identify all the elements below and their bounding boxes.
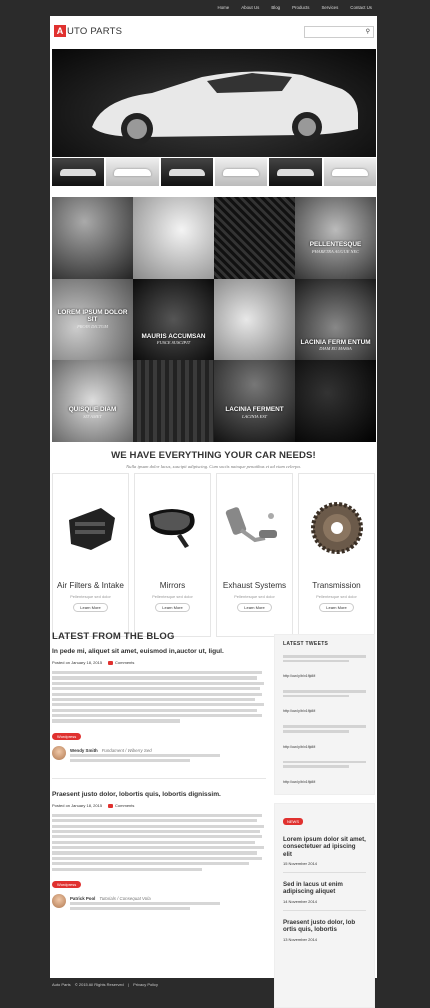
hero-thumbnails <box>52 158 376 186</box>
post-author <box>52 894 266 918</box>
tile-title: PELLENTESQUE <box>309 241 362 249</box>
post-tag[interactable]: Wordpress <box>52 881 81 888</box>
avatar <box>52 894 66 908</box>
comments-link[interactable]: Comments <box>115 660 135 665</box>
news-date: 13 November 2014 <box>283 936 318 942</box>
category-card <box>216 473 293 637</box>
search-icon[interactable]: ⚲ <box>365 29 370 35</box>
news-title[interactable]: Praesent justo dolor, lob ortis quis, lobortis <box>283 918 356 934</box>
mosaic-tile[interactable] <box>52 197 133 279</box>
comment-icon <box>108 661 113 665</box>
post-date: Posted on January 18, 2015 <box>52 802 103 808</box>
nav-home[interactable]: Home <box>217 5 230 10</box>
tile-title: MAURIS ACCUMSAN <box>141 332 206 340</box>
mosaic-tile[interactable] <box>295 197 376 279</box>
tile-subtitle: SIT AMET <box>83 413 102 419</box>
mirror-image <box>143 500 203 556</box>
news-item <box>283 919 366 942</box>
top-navigation <box>0 0 430 16</box>
category-mosaic <box>52 197 376 442</box>
category-desc: Pellentesque sed dolor <box>70 594 111 599</box>
product-categories <box>52 473 375 637</box>
post-excerpt <box>52 814 266 871</box>
thumbnail[interactable] <box>324 158 376 186</box>
tile-title: QUISQUE DIAM <box>68 406 117 414</box>
tile-title: LACINIA FERM ENTUM <box>300 338 371 346</box>
post-title[interactable]: In pede mi, aliquet sit amet, euismod in,auctor ut, ligul. <box>52 648 224 655</box>
tile-title: LACINIA FERMENT <box>225 406 284 414</box>
learn-more-button[interactable]: Learn More <box>237 603 272 612</box>
mosaic-tile[interactable] <box>295 279 376 361</box>
post-meta <box>52 660 266 665</box>
nav-about[interactable]: About Us <box>241 5 260 10</box>
tweet-link[interactable]: http://ow.ly/b/x1fijdM <box>283 674 316 679</box>
mosaic-tile[interactable] <box>214 197 295 279</box>
thumbnail[interactable] <box>269 158 321 186</box>
category-card <box>298 473 375 637</box>
news-date: 15 November 2014 <box>283 860 318 866</box>
headline-title: WE HAVE EVERYTHING YOUR CAR NEEDS! <box>111 450 316 461</box>
author-bio <box>70 754 220 764</box>
news-title[interactable]: Sed in lacus ut enim adipiscing aliquet <box>283 880 343 896</box>
mosaic-tile[interactable] <box>133 279 214 361</box>
sidebar <box>274 634 375 1008</box>
learn-more-button[interactable]: Learn More <box>155 603 190 612</box>
privacy-link[interactable]: Privacy Policy <box>133 982 158 987</box>
news-item <box>283 881 366 911</box>
tile-subtitle: PHARETRA AUGUE NEC <box>311 248 360 254</box>
category-name: Mirrors <box>159 581 186 590</box>
category-card <box>134 473 211 637</box>
tile-subtitle: FUSCE SUSCIPIT <box>156 340 191 346</box>
hero-car-image <box>52 49 376 157</box>
mosaic-tile[interactable] <box>52 279 133 361</box>
category-name: Transmission <box>312 581 361 590</box>
news-title[interactable]: Lorem ipsum dolor sit amet, consectetuer ad ipiscing elit <box>283 835 366 858</box>
post-date: Posted on January 18, 2015 <box>52 660 103 665</box>
mosaic-tile[interactable] <box>52 360 133 442</box>
tweet <box>283 761 366 788</box>
post-excerpt <box>52 671 266 723</box>
transmission-gear-image <box>307 500 367 556</box>
thumbnail[interactable] <box>215 158 267 186</box>
author-bio <box>70 902 220 912</box>
category-desc: Pellentesque sed dolor <box>234 594 275 599</box>
news-date: 14 November 2014 <box>283 898 318 904</box>
mosaic-tile[interactable] <box>295 360 376 442</box>
category-name: Air Filters & Intake <box>57 581 124 590</box>
blog-heading: LATEST FROM THE BLOG <box>52 631 175 642</box>
mosaic-tile[interactable] <box>214 279 295 361</box>
comments-link[interactable]: Comments <box>115 802 135 808</box>
thumbnail[interactable] <box>106 158 158 186</box>
author-role: Tutorials / Consequat Vola <box>99 895 151 901</box>
footer <box>52 982 161 987</box>
tweet <box>283 690 366 717</box>
author-name[interactable]: Patrick Pool <box>70 895 96 901</box>
tweet-link[interactable]: http://ow.ly/b/x1fijdM <box>283 779 316 784</box>
tile-subtitle: PROIN DICTUM <box>77 323 108 329</box>
post-author <box>52 746 266 770</box>
nav-services[interactable]: Services <box>321 5 339 10</box>
mosaic-tile[interactable] <box>133 197 214 279</box>
logo[interactable] <box>54 25 122 37</box>
divider <box>52 778 266 779</box>
footer-copyright: © 2015 All Rights Reserved <box>74 982 124 987</box>
nav-blog[interactable]: Blog <box>271 5 281 10</box>
headline-subtitle: Nulla ipsum dolor lacus, suscipit adipiscing. Cum sociis natoque penatibus et ad viam celerpa. <box>126 464 301 469</box>
nav-contact[interactable]: Contact Us <box>350 5 372 10</box>
author-role: Fundament / Wiberry Sed <box>101 747 152 753</box>
tweets-heading: LATEST TWEETS <box>283 641 329 647</box>
exhaust-image <box>225 500 285 556</box>
section-headline <box>50 450 377 469</box>
news-tag: NEWS <box>283 818 303 825</box>
tile-title: LOREM IPSUM DOLOR SIT <box>57 308 128 324</box>
category-desc: Pellentesque sed dolor <box>316 594 357 599</box>
hero-slider[interactable] <box>52 49 376 157</box>
air-filter-image <box>61 500 121 556</box>
thumbnail[interactable] <box>52 158 104 186</box>
category-name: Exhaust Systems <box>222 581 287 590</box>
footer-brand: Auto Parts <box>52 982 71 987</box>
news-item <box>283 836 366 873</box>
tweet-link[interactable]: http://ow.ly/b/x1fijdM <box>283 709 316 714</box>
tile-subtitle: DIAM EU MASSA <box>319 346 352 352</box>
tweet-link[interactable]: http://ow.ly/b/x1fijdM <box>283 744 316 749</box>
blog-section <box>52 631 266 918</box>
mosaic-tile[interactable] <box>214 360 295 442</box>
post-tag[interactable]: Wordpress <box>52 733 81 740</box>
nav-products[interactable]: Products <box>292 5 310 10</box>
learn-more-button[interactable]: Learn More <box>73 603 108 612</box>
news-widget <box>274 803 375 1008</box>
search-input[interactable] <box>304 26 374 38</box>
author-name[interactable]: Wendy Smith <box>70 747 98 753</box>
category-card <box>52 473 129 637</box>
tile-subtitle: LACINIA EST <box>242 413 267 419</box>
category-desc: Pellentesque sed dolor <box>152 594 193 599</box>
post-title[interactable]: Praesent justo dolor, lobortis quis, lobortis dignissim. <box>52 790 221 798</box>
tweet <box>283 655 366 682</box>
post-meta <box>52 803 266 808</box>
page-container <box>50 16 377 978</box>
learn-more-button[interactable]: Learn More <box>319 603 354 612</box>
header <box>50 16 377 48</box>
tweets-widget <box>274 634 375 795</box>
logo-text: UTO PARTS <box>67 25 123 37</box>
mosaic-tile[interactable] <box>133 360 214 442</box>
comment-icon <box>108 804 113 808</box>
footer-separator: | <box>127 982 129 987</box>
tweet <box>283 725 366 752</box>
logo-mark: A <box>54 25 66 37</box>
avatar <box>52 746 66 760</box>
thumbnail[interactable] <box>161 158 213 186</box>
